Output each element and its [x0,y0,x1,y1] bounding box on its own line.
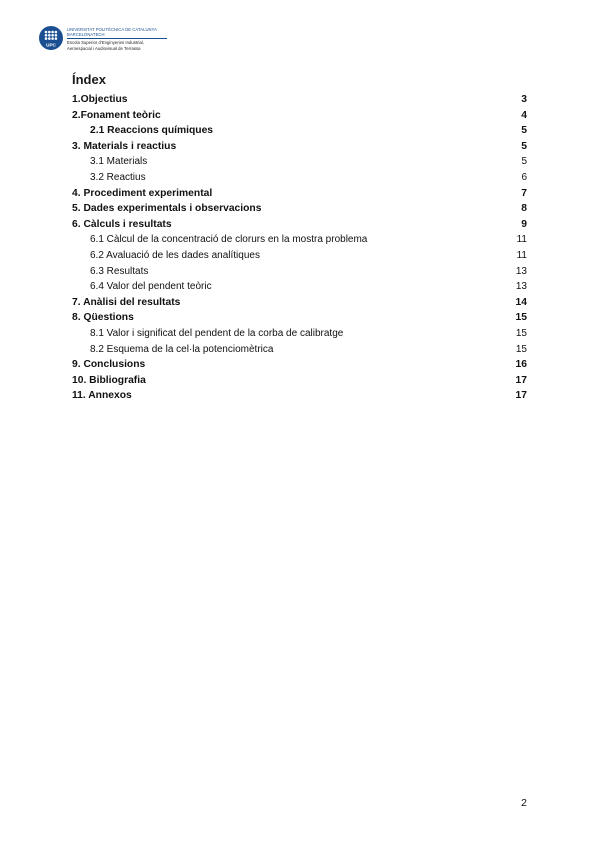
logo-divider [67,38,167,39]
toc-entry-page: 7 [521,187,527,199]
toc-entry-page: 15 [515,312,527,324]
toc-entry-label: 5. Dades experimentals i observacions [72,203,262,215]
table-of-contents [72,92,527,404]
toc-entry[interactable] [72,139,527,155]
toc-entry-label: 2.Fonament teòric [72,109,161,121]
toc-entry-page: 3 [521,94,527,105]
toc-entry[interactable] [72,154,527,170]
toc-entry-page: 11 [516,249,527,261]
toc-entry-page: 17 [515,390,527,402]
toc-entry-label: 10. Bibliografia [72,374,146,386]
toc-entry[interactable] [72,295,527,311]
toc-entry-label: 6.3 Resultats [90,265,149,277]
toc-entry[interactable] [72,248,527,264]
university-name: UNIVERSITAT POLITÈCNICA DE CATALUNYA [67,27,157,32]
toc-entry[interactable] [72,373,527,389]
toc-entry-page: 9 [521,218,527,230]
toc-entry-label: 11. Annexos [72,390,132,402]
page-title: Índex [72,72,106,87]
toc-entry[interactable] [72,279,527,295]
toc-entry[interactable] [72,92,527,108]
toc-entry-label: 6. Càlculs i resultats [72,218,172,230]
toc-entry-label: 9. Conclusions [72,359,146,371]
toc-entry[interactable] [72,170,527,186]
toc-entry[interactable] [72,123,527,139]
school-name-line1: Escola Superior d'Enginyeries Industrial, [67,40,145,46]
toc-entry-page: 4 [521,109,527,121]
logo-badge: UPC [46,42,56,48]
toc-entry[interactable] [72,310,527,326]
toc-entry-page: 8 [521,203,527,215]
upc-seal-icon [39,26,63,50]
logo-text [67,27,182,51]
toc-entry-page: 13 [515,281,527,293]
toc-entry-label: 4. Procediment experimental [72,187,213,199]
toc-entry-label: 3. Materials i reactius [72,140,177,152]
toc-entry-label: 3.2 Reactius [90,171,146,183]
toc-entry-label: 6.2 Avaluació de les dades analítiques [90,249,260,261]
toc-entry[interactable] [72,217,527,233]
toc-entry-page: 16 [515,359,527,371]
toc-entry-page: 14 [515,296,527,308]
toc-entry-page: 13 [515,265,527,277]
page-number: 2 [521,797,527,809]
toc-entry[interactable] [72,342,527,358]
toc-entry-label: 6.1 Càlcul de la concentració de clorurs en la mostra problema [90,234,368,246]
toc-entry[interactable] [72,232,527,248]
toc-entry-label: 7. Anàlisi del resultats [72,296,181,308]
toc-entry-label: 2.1 Reaccions químiques [90,125,214,137]
toc-entry-label: 3.1 Materials [90,156,148,168]
toc-entry-page: 6 [521,171,527,183]
toc-entry[interactable] [72,388,527,404]
toc-entry-page: 17 [515,374,527,386]
toc-entry[interactable] [72,357,527,373]
toc-entry[interactable] [72,326,527,342]
school-name-line2: Aeroespacial i Audiovisual de Terrassa [67,45,141,51]
university-header [39,26,179,56]
toc-entry-page: 15 [515,327,527,339]
toc-entry-label: 1.Objectius [72,94,128,105]
university-subtitle: BARCELONATECH [67,32,105,38]
toc-entry-label: 8. Qüestions [72,312,134,324]
toc-entry[interactable] [72,186,527,202]
toc-entry-page: 5 [521,125,527,137]
toc-entry-page: 5 [521,156,527,168]
toc-entry-page: 11 [516,234,527,246]
toc-entry-page: 15 [515,343,527,355]
toc-entry-label: 6.4 Valor del pendent teòric [90,281,212,293]
toc-entry-label: 8.2 Esquema de la cel·la potenciomètrica [90,343,274,355]
toc-entry-page: 5 [521,140,527,152]
toc-entry[interactable] [72,264,527,280]
toc-entry[interactable] [72,108,527,124]
toc-entry[interactable] [72,201,527,217]
toc-entry-label: 8.1 Valor i significat del pendent de la corba de calibratge [90,327,344,339]
